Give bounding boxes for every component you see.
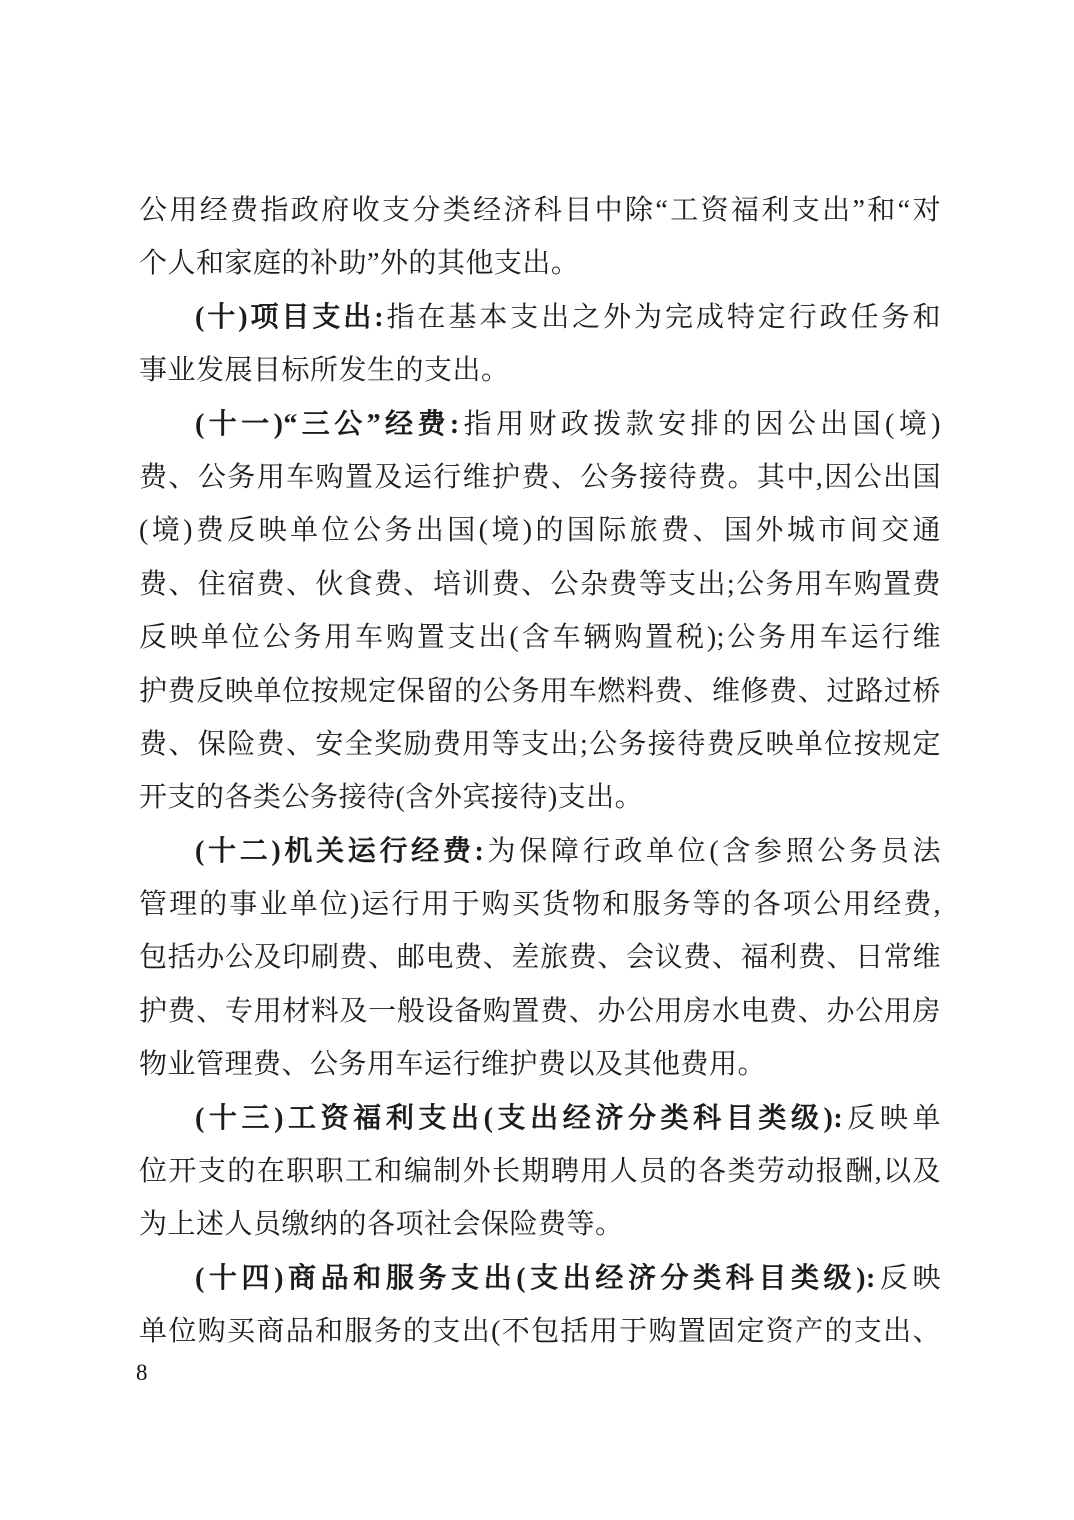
text-segment: 物业管理费、公务用车运行维护费以及其他费用。 [139,1049,767,1081]
text-line [139,1252,941,1305]
text-segment: 指在基本支出之外为完成特定行政任务和 [384,301,941,333]
text-line [139,184,941,237]
text-line [139,291,941,344]
text-segment: 事业发展目标所发生的支出。 [139,355,510,387]
text-line [139,931,941,984]
text-line [139,1305,941,1358]
text-line [139,1145,941,1198]
text-line [139,1092,941,1145]
bold-text-segment: (十四)商品和服务支出(支出经济分类科目类级): [195,1262,876,1294]
text-segment: 为保障行政单位(含参照公务员法 [484,835,941,867]
text-line [139,344,941,397]
bold-text-segment: (十一)“三公”经费: [195,408,460,440]
text-line [139,451,941,504]
text-segment: 公用经费指政府收支分类经济科目中除“工资福利支出”和“对 [139,195,941,226]
text-segment: (境)费反映单位公务出国(境)的国际旅费、国外城市间交通 [139,515,941,547]
text-segment: 费、保险费、安全奖励费用等支出;公务接待费反映单位按规定 [139,728,941,760]
text-segment: 包括办公及印刷费、邮电费、差旅费、会议费、福利费、日常维 [139,942,941,974]
text-segment: 开支的各类公务接待(含外宾接待)支出。 [139,782,644,814]
text-block [139,184,941,1359]
text-line [139,825,941,878]
text-line [139,1038,941,1091]
text-line [139,1198,941,1251]
text-segment: 反映 [875,1262,941,1294]
text-segment: 护费反映单位按规定保留的公务用车燃料费、维修费、过路过桥 [139,675,941,707]
bold-text-segment: (十三)工资福利支出(支出经济分类科目类级): [195,1102,844,1134]
text-line [139,237,941,290]
text-line [139,878,941,931]
page-number: 8 [136,1360,148,1385]
text-line [139,504,941,557]
text-segment: 单位购买商品和服务的支出(不包括用于购置固定资产的支出、 [139,1316,941,1348]
text-segment: 个人和家庭的补助”外的其他支出。 [139,248,580,280]
text-segment: 反映单 [843,1102,941,1134]
text-line [139,398,941,451]
text-segment: 位开支的在职职工和编制外长期聘用人员的各类劳动报酬,以及 [139,1156,941,1188]
text-segment: 管理的事业单位)运行用于购买货物和服务等的各项公用经费, [139,889,941,921]
text-line [139,611,941,664]
bold-text-segment: (十二)机关运行经费: [195,835,485,867]
text-segment: 为上述人员缴纳的各项社会保险费等。 [139,1209,624,1241]
text-line [139,718,941,771]
text-segment: 反映单位公务用车购置支出(含车辆购置税);公务用车运行维 [139,622,941,654]
bold-text-segment: (十)项目支出: [195,301,385,333]
text-segment: 指用财政拨款安排的因公出国(境) [459,408,941,440]
text-line [139,558,941,611]
text-line [139,771,941,824]
text-segment: 护费、专用材料及一般设备购置费、办公用房水电费、办公用房 [139,995,941,1027]
text-segment: 费、住宿费、伙食费、培训费、公杂费等支出;公务用车购置费 [139,568,941,600]
text-line [139,985,941,1038]
text-segment: 费、公务用车购置及运行维护费、公务接待费。其中,因公出国 [139,461,941,493]
text-line [139,665,941,718]
